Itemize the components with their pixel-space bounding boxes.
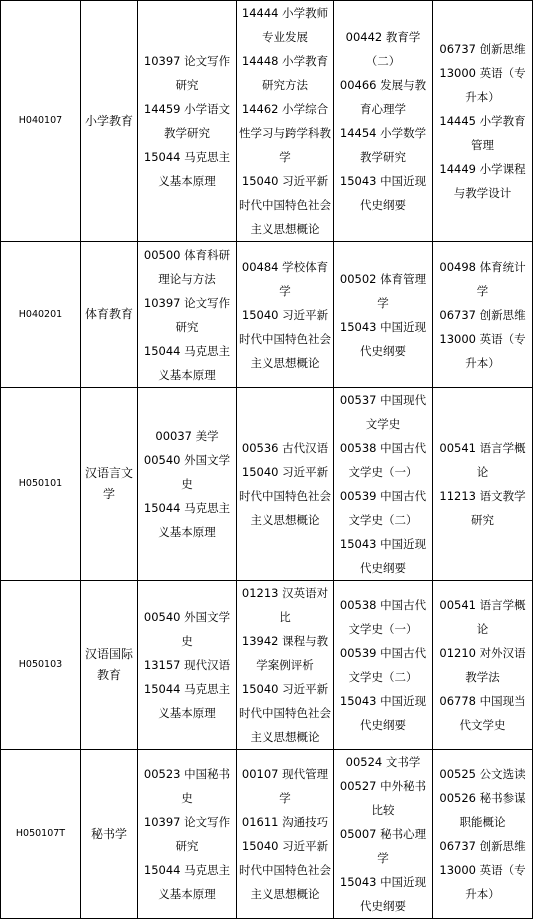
course-entry: 13000 英语（专升本）: [439, 66, 526, 104]
course-entry: 05007 秘书心理学: [339, 827, 427, 865]
course-entry: 00526 秘书参谋职能概论: [439, 791, 526, 829]
course-entry: 15044 马克思主义基本原理: [143, 343, 231, 382]
course-entry: 14445 小学教育管理: [439, 114, 526, 152]
exam-courses-cell-4: [433, 750, 533, 919]
major-name-cell: 秘书学: [81, 750, 138, 919]
exam-courses-cell-1: [138, 242, 237, 388]
table-row: [1, 1, 533, 242]
exam-courses-cell-3: [334, 242, 433, 388]
course-entry: 14462 小学综合性学习与跨学科教学: [239, 102, 331, 164]
table-row: [1, 750, 533, 919]
course-entry: 00524 文书学: [345, 755, 421, 769]
course-entry: 15043 中国近现代史纲要: [339, 174, 427, 212]
course-entry: 15043 中国近现代史纲要: [339, 319, 427, 358]
course-entry: 14454 小学数学教学研究: [339, 126, 427, 164]
course-table-body: [1, 1, 533, 919]
course-entry: 15044 马克思主义基本原理: [143, 682, 231, 720]
course-entry: 00484 学校体育学: [241, 259, 329, 298]
course-entry: 13157 现代汉语: [143, 658, 231, 672]
course-entry: 06737 创新思维: [439, 42, 526, 56]
major-name-cell: 体育教育: [81, 242, 138, 388]
exam-courses-cell-3: [334, 750, 433, 919]
exam-courses-cell-1: [138, 750, 237, 919]
course-entry: 15040 习近平新时代中国特色社会主义思想概论: [239, 174, 331, 236]
course-entry: 01611 沟通技巧: [241, 815, 329, 829]
exam-courses-cell-4: [433, 388, 533, 581]
course-entry: 06737 创新思维: [439, 839, 526, 853]
course-entry: 10397 论文写作研究: [143, 295, 231, 334]
course-entry: 00540 外国文学史: [143, 610, 231, 648]
table-row: [1, 581, 533, 750]
course-entry: 15044 马克思主义基本原理: [143, 501, 231, 539]
major-code-cell: H050107T: [1, 750, 81, 919]
course-entry: 00037 美学: [155, 429, 219, 443]
course-entry: 00107 现代管理学: [241, 767, 329, 805]
course-entry: 13942 课程与教学案例评析: [241, 634, 329, 672]
major-code-cell: H050101: [1, 388, 81, 581]
exam-courses-cell-3: [334, 581, 433, 750]
course-entry: 00538 中国古代文学史（一）: [339, 441, 427, 479]
exam-courses-cell-4: [433, 581, 533, 750]
course-entry: 13000 英语（专升本）: [439, 863, 526, 901]
course-entry: 00527 中外秘书比较: [339, 779, 427, 817]
course-entry: 13000 英语（专升本）: [439, 331, 526, 370]
course-entry: 15044 马克思主义基本原理: [143, 863, 231, 901]
course-entry: 01213 汉英语对比: [241, 586, 329, 624]
major-name-cell: 汉语国际教育: [81, 581, 138, 750]
exam-courses-cell-2: [237, 581, 334, 750]
course-entry: 15040 习近平新时代中国特色社会主义思想概论: [239, 465, 331, 527]
course-entry: 00525 公文选读: [439, 767, 526, 781]
course-entry: 10397 论文写作研究: [143, 815, 231, 853]
course-entry: 06778 中国现当代文学史: [439, 694, 526, 732]
course-entry: 15040 习近平新时代中国特色社会主义思想概论: [239, 839, 331, 901]
course-entry: 00502 体育管理学: [339, 271, 427, 310]
course-entry: 00523 中国秘书史: [143, 767, 231, 805]
course-entry: 00442 教育学（二）: [345, 30, 421, 68]
course-entry: 15040 习近平新时代中国特色社会主义思想概论: [239, 682, 331, 744]
course-entry: 00537 中国现代文学史: [339, 393, 427, 431]
course-entry: 00536 古代汉语: [241, 441, 329, 455]
course-entry: 14449 小学课程与教学设计: [439, 162, 526, 200]
major-name-cell: 小学教育: [81, 1, 138, 242]
exam-courses-cell-4: [433, 1, 533, 242]
major-code-cell: H040107: [1, 1, 81, 242]
course-entry: 01210 对外汉语教学法: [439, 646, 526, 684]
exam-courses-cell-2: [237, 750, 334, 919]
course-entry: 00539 中国古代文学史（二）: [339, 489, 427, 527]
course-entry: 00538 中国古代文学史（一）: [339, 598, 427, 636]
course-entry: 00539 中国古代文学史（二）: [339, 646, 427, 684]
course-entry: 14444 小学教师专业发展: [241, 6, 329, 44]
course-entry: 00541 语言学概论: [439, 441, 526, 479]
exam-courses-cell-3: [334, 1, 433, 242]
course-entry: 00540 外国文学史: [143, 453, 231, 491]
course-entry: 11213 语文教学研究: [439, 489, 526, 527]
exam-courses-cell-2: [237, 242, 334, 388]
exam-courses-cell-3: [334, 388, 433, 581]
course-entry: 15043 中国近现代史纲要: [339, 694, 427, 732]
course-entry: 15044 马克思主义基本原理: [143, 150, 231, 188]
table-row: [1, 242, 533, 388]
major-code-cell: H040201: [1, 242, 81, 388]
major-name-cell: 汉语言文学: [81, 388, 138, 581]
exam-courses-cell-1: [138, 581, 237, 750]
course-entry: 00500 体育科研理论与方法: [143, 247, 231, 286]
exam-courses-cell-4: [433, 242, 533, 388]
major-code-cell: H050103: [1, 581, 81, 750]
exam-courses-cell-2: [237, 388, 334, 581]
course-entry: 06737 创新思维: [439, 307, 526, 322]
course-entry: 14448 小学教育研究方法: [241, 54, 329, 92]
course-entry: 15043 中国近现代史纲要: [339, 537, 427, 575]
course-entry: 00466 发展与教育心理学: [339, 78, 427, 116]
course-entry: 14459 小学语文教学研究: [143, 102, 231, 140]
exam-courses-cell-2: [237, 1, 334, 242]
course-entry: 10397 论文写作研究: [143, 54, 231, 92]
course-entry: 15043 中国近现代史纲要: [339, 875, 427, 913]
exam-courses-cell-1: [138, 388, 237, 581]
course-entry: 00541 语言学概论: [439, 598, 526, 636]
exam-courses-cell-1: [138, 1, 237, 242]
course-entry: 00498 体育统计学: [439, 259, 526, 298]
course-entry: 15040 习近平新时代中国特色社会主义思想概论: [239, 307, 331, 370]
table-row: [1, 388, 533, 581]
